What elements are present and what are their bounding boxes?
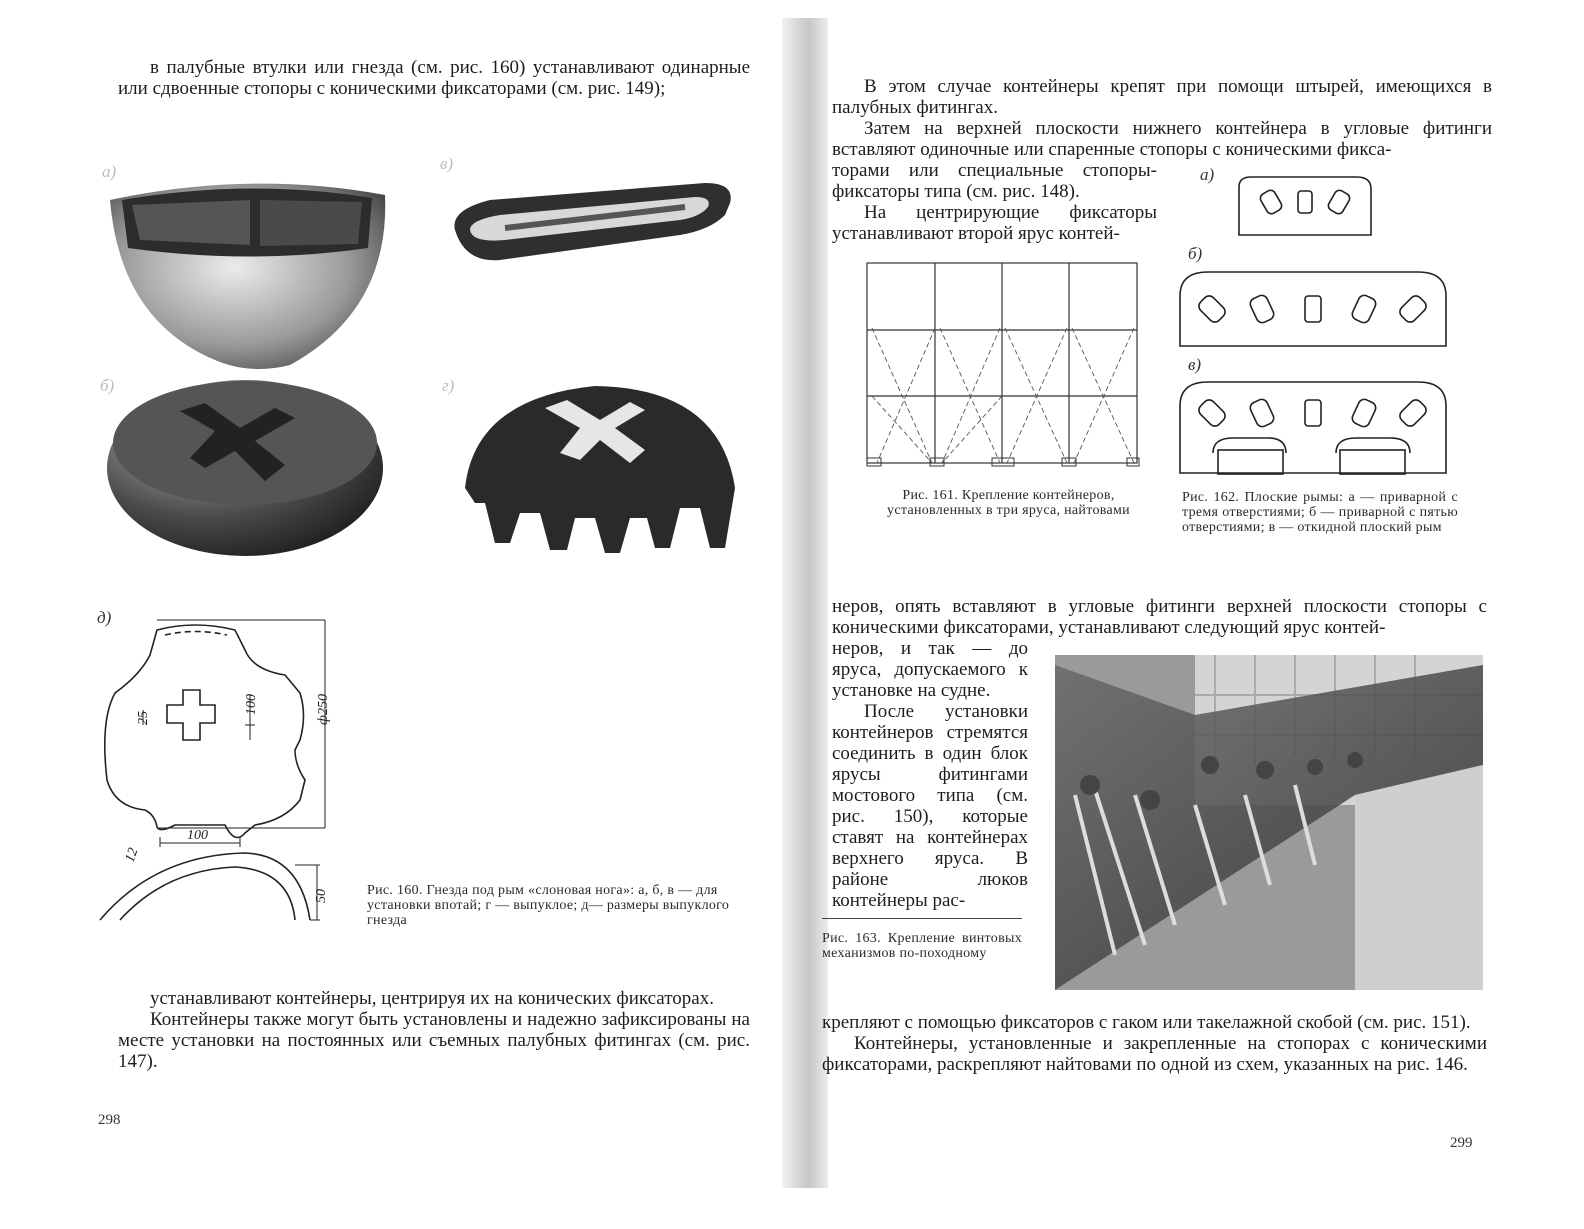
- right-bottom-text: [822, 1012, 1487, 1075]
- dim-diameter: ф250: [316, 694, 331, 725]
- paragraph: Контейнеры, установленные и закрепленные на стопорах с коническими фиксаторами, раскрепляют найтовами по одной из схем, указанных на рис. 146.: [822, 1033, 1487, 1075]
- right-top-text: [832, 76, 1492, 160]
- dim-50: 50: [314, 889, 329, 903]
- drawing-label-d: д): [97, 608, 112, 627]
- right-narrow-text-2: [832, 638, 1028, 911]
- dim-12: 12: [122, 846, 142, 865]
- photo-label-a: а): [102, 162, 117, 181]
- paragraph: После установки контейнеров стремятся соединить в один блок ярусы фитингами мостового типа (см. рис. 150), которые ставят на контейнерах верхнего яруса. В районе люков контейнеры рас-: [832, 701, 1028, 911]
- fig160-caption: Рис. 160. Гнезда под рым «слоновая нога»: а, б, в — для установки впотай; г — выпуклое; д— размеры выпуклого гнезда: [367, 883, 730, 928]
- paragraph: в палубные втулки или гнезда (см. рис. 160) устанавливают одинарные или сдвоенные стопоры с коническими фиксаторами (см. рис. 149);: [118, 57, 750, 99]
- plate-three-holes: [1235, 175, 1375, 237]
- dim-100-v: 100: [244, 694, 259, 715]
- right-middle-text: [832, 596, 1487, 638]
- winch-photo: [1055, 655, 1483, 990]
- photo-label-g: г): [442, 376, 455, 395]
- bowl-photo: [100, 160, 400, 380]
- paragraph: крепляют с помощью фиксаторов с гаком или такелажной скобой (см. рис. 151).: [822, 1012, 1471, 1033]
- plate-label-b: б): [1188, 244, 1203, 263]
- fig161-caption: Рис. 161. Крепление контейнеров, установленных в три яруса, найтовами: [887, 488, 1130, 518]
- fig163-caption: Рис. 163. Крепление винтовых механизмов по-походному: [822, 931, 1022, 961]
- paragraph: устанавливают контейнеры, центрируя их на конических фиксаторах.: [150, 988, 714, 1009]
- fig163-rule: [822, 918, 1022, 919]
- paragraph: В этом случае контейнеры крепят при помощи штырей, имеющихся в палубных фитингах.: [832, 76, 1492, 118]
- left-top-text: [118, 57, 750, 99]
- fig162-caption: Рис. 162. Плоские рымы: а — приварной с тремя отверстиями; б — приварной с пятью отверстиями; в — откидной плоский рым: [1182, 490, 1458, 535]
- photo-label-v: в): [440, 154, 454, 173]
- page-number-right: 299: [1450, 1135, 1473, 1151]
- photo-label-b: б): [100, 376, 115, 395]
- paragraph: неров, опять вставляют в угловые фитинги верхней плоскости стопоры с коническими фиксаторами, устанавливают следующий ярус контей-: [832, 596, 1487, 638]
- flat-socket-photo: [450, 175, 740, 275]
- paragraph: На центрирующие фиксаторы устанавливают второй ярус контей-: [832, 202, 1157, 244]
- right-narrow-text-1: [832, 160, 1157, 244]
- page-number-left: 298: [98, 1112, 121, 1128]
- paragraph: Контейнеры также могут быть установлены и надежно зафиксированы на месте установки на постоянных или съемных палубных фитингах (см. рис. 147).: [118, 1009, 750, 1072]
- plate-label-v: в): [1188, 355, 1202, 374]
- paragraph: торами или специальные стопоры-фиксаторы типа (см. рис. 148).: [832, 160, 1157, 202]
- socket-dimension-drawing: [95, 615, 355, 935]
- plate-five-holes: [1178, 268, 1450, 348]
- plate-label-a: а): [1200, 165, 1215, 184]
- dome-socket-photo: [455, 378, 745, 563]
- lashing-diagram: [862, 258, 1144, 473]
- paragraph: неров, и так — до яруса, допускаемого к установке на судне.: [832, 638, 1028, 701]
- dim-100-h: 100: [187, 828, 208, 843]
- plate-hinged: [1178, 378, 1450, 478]
- paragraph: Затем на верхней плоскости нижнего контейнера в угловые фитинги вставляют одиночные или спаренные стопоры с коническими фикса-: [832, 118, 1492, 160]
- left-bottom-text: [118, 988, 750, 1072]
- dim-25: 25: [136, 711, 151, 725]
- disc-socket-photo: [105, 373, 390, 558]
